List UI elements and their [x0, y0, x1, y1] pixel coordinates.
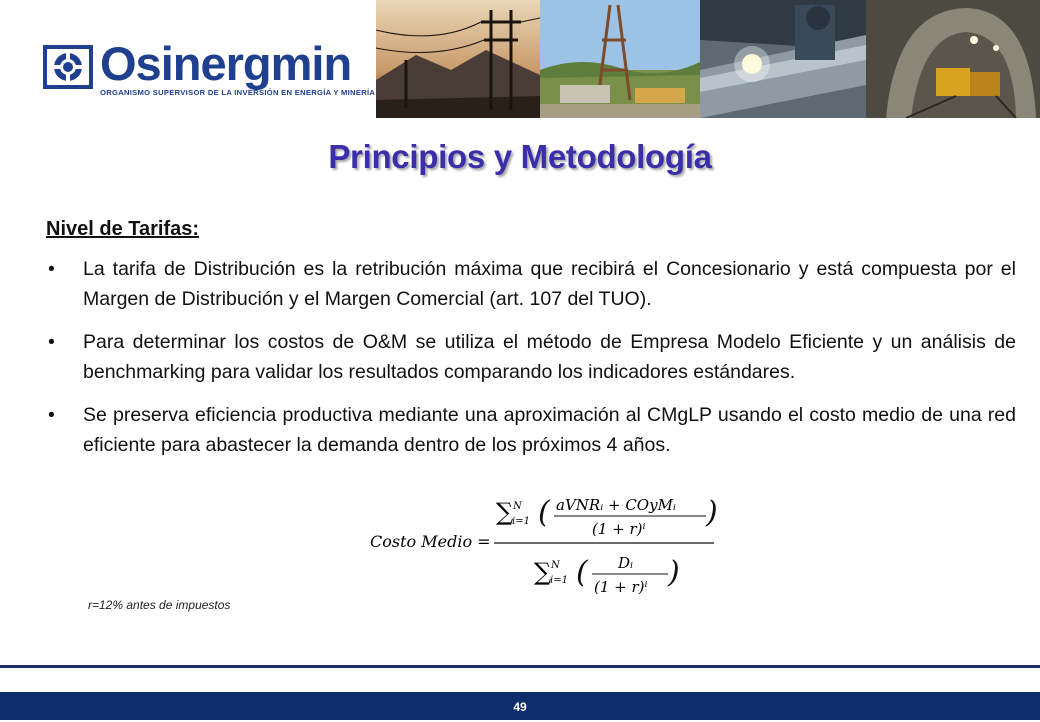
power-lines-photo	[376, 0, 540, 118]
sum-symbol: ∑	[534, 558, 552, 586]
logo-emblem-icon	[42, 44, 94, 90]
header-photo-strip	[376, 0, 1040, 118]
formula-lhs: Costo Medio =	[370, 532, 491, 551]
logo-wordmark: Osinergmin	[100, 37, 352, 90]
sum-lower-limit: i=1	[512, 516, 530, 527]
slide-title: Principios y Metodología	[328, 138, 712, 175]
header	[0, 0, 1040, 118]
list-item	[46, 254, 1016, 314]
numerator-bottom: (1 + r)ⁱ	[592, 520, 646, 538]
bullet-text: Para determinar los costos de O&M se utiliza el método de Empresa Modelo Eficiente y un análisis de benchmarking para validar los resultados comparando los indicadores estándares.	[83, 331, 1016, 383]
bullet-marker: •	[48, 331, 55, 353]
logo-tagline: ORGANISMO SUPERVISOR DE LA INVERSIÓN EN ENERGÍA Y MINERÍA	[100, 88, 376, 97]
bullet-text: La tarifa de Distribución es la retribución máxima que recibirá el Concesionario y está compuesta por el Margen de Distribución y el Margen Comercial (art. 107 del TUO).	[83, 258, 1016, 310]
paren-close: )	[668, 555, 680, 590]
paren-open: (	[538, 495, 550, 530]
list-item	[46, 400, 1016, 460]
numerator-top: aVNRᵢ + COyMᵢ	[556, 496, 676, 514]
denominator-bottom: (1 + r)ⁱ	[594, 578, 648, 594]
sum-upper-limit: N	[513, 501, 522, 512]
footer-gap	[0, 668, 1040, 692]
sum-symbol: ∑	[496, 498, 514, 526]
sum-lower-limit: i=1	[550, 575, 568, 586]
bullet-marker: •	[48, 404, 55, 426]
page-number: 49	[513, 700, 527, 714]
osinergmin-logo[interactable]	[42, 37, 376, 102]
list-item	[46, 327, 1016, 387]
bullet-marker: •	[48, 258, 55, 280]
rate-note: r=12% antes de impuestos	[88, 598, 231, 612]
denominator-top: Dᵢ	[618, 554, 634, 572]
mining-tunnel-photo	[866, 0, 1040, 118]
bullet-text: Se preserva eficiencia productiva mediante una aproximación al CMgLP usando el costo medio de una red eficiente para abastecer la demanda dentro de los próximos 4 años.	[83, 404, 1016, 456]
sum-upper-limit: N	[551, 560, 560, 571]
bullet-list	[46, 254, 1016, 473]
oil-rig-photo	[540, 0, 700, 118]
pipeline-welding-photo	[700, 0, 866, 118]
section-heading: Nivel de Tarifas:	[46, 218, 200, 240]
paren-close: )	[706, 495, 718, 530]
paren-open: (	[576, 555, 588, 590]
cost-formula	[370, 484, 730, 594]
